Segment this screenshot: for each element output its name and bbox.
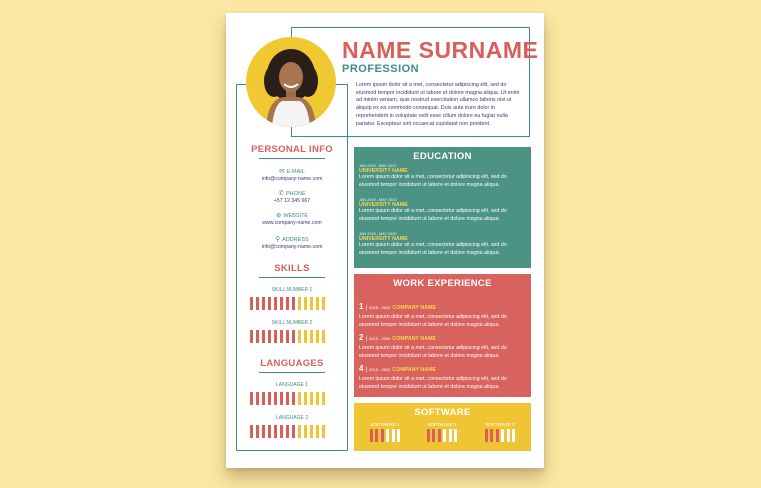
skill-label: SKILL NUMBER 1: [271, 287, 313, 293]
address-value: info@company-name.com: [261, 244, 323, 250]
rating-bar: [397, 429, 400, 442]
separator: |: [365, 367, 368, 373]
rating-bar: [286, 330, 289, 343]
rating-bar: [304, 392, 307, 405]
software-section: [354, 403, 531, 451]
languages-rule: [259, 372, 325, 373]
software-label: SOFTWARE 2: [427, 422, 457, 427]
rating-bar: [274, 425, 277, 438]
website-value: www.company-name.com: [262, 220, 322, 226]
company-name: COMPANY NAME: [392, 305, 437, 311]
rating-bar: [268, 297, 271, 310]
rating-bar: [256, 392, 259, 405]
rating-bar: [268, 330, 271, 343]
education-description: Lorem ipsum dolor sit a met, consectetur adipiscing elit, sed do eiusmod tempor incididunt ut labore et dolore magna aliqua.: [359, 242, 507, 256]
separator: |: [365, 305, 368, 311]
education-description: Lorem ipsum dolor sit a met, consectetur adipiscing elit, sed do eiusmod tempor incididunt ut labore et dolore magna aliqua.: [359, 174, 507, 188]
education-entry: [359, 198, 527, 223]
education-title: EDUCATION: [413, 151, 472, 162]
globe-icon: ⊕: [275, 212, 282, 219]
education-section: [354, 147, 531, 268]
rating-bar: [280, 297, 283, 310]
company-name: COMPANY NAME: [392, 367, 437, 373]
rating-bar: [316, 297, 319, 310]
work-entry: [359, 296, 527, 329]
personal-info-rule: [259, 158, 325, 159]
rating-bar: [286, 425, 289, 438]
rating-bar: [250, 330, 253, 343]
software-item: [418, 422, 466, 442]
rating-bar: [274, 330, 277, 343]
work-experience-section: [354, 274, 531, 397]
rating-bar: [322, 330, 325, 343]
rating-bar: [316, 425, 319, 438]
rating-bar: [322, 297, 325, 310]
education-date: JAN 2019 - MAY 2020: [359, 232, 397, 236]
rating-bar: [310, 297, 313, 310]
rating-bar: [292, 392, 295, 405]
rating-bar: [438, 429, 441, 442]
work-entry: [359, 358, 527, 391]
work-number: 1: [359, 302, 364, 311]
email-value: info@company-name.com: [261, 176, 323, 182]
rating-bar: [256, 425, 259, 438]
address-label: ADDRESS: [282, 237, 309, 243]
rating-bar: [432, 429, 435, 442]
work-description: Lorem ipsum dolor sit a met, consectetur adipiscing elit, sed do eiusmod tempor incididunt ut labore et dolore magna aliqua.: [359, 376, 507, 390]
rating-bar: [262, 425, 265, 438]
rating-bar: [298, 297, 301, 310]
email-label: E-MAIL: [286, 169, 305, 175]
rating-bar: [310, 392, 313, 405]
university-name: UNIVERSITY NAME: [359, 236, 408, 242]
location-pin-icon: ⚲: [275, 236, 281, 243]
rating-bar: [322, 425, 325, 438]
rating-bar: [322, 392, 325, 405]
rating-bar: [262, 330, 265, 343]
rating-bar: [280, 425, 283, 438]
education-entry: [359, 164, 527, 189]
rating-bar: [381, 429, 384, 442]
separator: |: [365, 336, 368, 342]
software-label: SOFTWARE 1: [370, 422, 400, 427]
rating-bar: [250, 425, 253, 438]
rating-bar: [501, 429, 504, 442]
rating-bar: [304, 425, 307, 438]
rating-bar: [507, 429, 510, 442]
work-description: Lorem ipsum dolor sit a met, consectetur adipiscing elit, sed do eiusmod tempor incididunt ut labore et dolore magna aliqua.: [359, 345, 507, 359]
envelope-icon: ✉: [279, 168, 285, 175]
work-date: 2019 - 2020: [369, 336, 391, 341]
rating-bar: [449, 429, 452, 442]
education-date: JAN 2019 - MAY 2020: [359, 164, 397, 168]
rating-bar: [250, 392, 253, 405]
rating-bar: [443, 429, 446, 442]
university-name: UNIVERSITY NAME: [359, 202, 408, 208]
rating-bar: [386, 429, 389, 442]
rating-bar: [298, 392, 301, 405]
software-3-bars: [476, 429, 524, 442]
rating-bar: [250, 297, 253, 310]
university-name: UNIVERSITY NAME: [359, 168, 408, 174]
education-date: JAN 2019 - MAY 2020: [359, 198, 397, 202]
skills-rule: [259, 277, 325, 278]
rating-bar: [262, 392, 265, 405]
rating-bar: [485, 429, 488, 442]
software-title: SOFTWARE: [414, 407, 471, 418]
rating-bar: [280, 392, 283, 405]
rating-bar: [286, 297, 289, 310]
work-number: 4: [359, 364, 364, 373]
languages-title: LANGUAGES: [260, 358, 324, 369]
rating-bar: [310, 425, 313, 438]
rating-bar: [310, 330, 313, 343]
work-description: Lorem ipsum dolor sit a met, consectetur adipiscing elit, sed do eiusmod tempor incididunt ut labore et dolore magna aliqua.: [359, 314, 507, 328]
rating-bar: [427, 429, 430, 442]
rating-bar: [292, 425, 295, 438]
rating-bar: [256, 330, 259, 343]
website-label: WEBSITE: [283, 213, 309, 219]
rating-bar: [496, 429, 499, 442]
work-entry: [359, 327, 527, 360]
rating-bar: [490, 429, 493, 442]
email-block: [240, 167, 344, 182]
education-description: Lorem ipsum dolor sit a met, consectetur adipiscing elit, sed do eiusmod tempor incididunt ut labore et dolore magna aliqua.: [359, 208, 507, 222]
profile-photo: [246, 37, 336, 127]
skill-2-bars: [250, 330, 325, 343]
rating-bar: [286, 392, 289, 405]
work-number: 2: [359, 333, 364, 342]
software-item: [476, 422, 524, 442]
rating-bar: [370, 429, 373, 442]
rating-bar: [392, 429, 395, 442]
rating-bar: [454, 429, 457, 442]
software-item: [361, 422, 409, 442]
software-label: SOFTWARE 3: [485, 422, 515, 427]
address-block: [240, 235, 344, 250]
rating-bar: [298, 330, 301, 343]
skill-1-bars: [250, 297, 325, 310]
profession-heading: PROFESSION: [342, 63, 420, 75]
rating-bar: [298, 425, 301, 438]
personal-info-title: PERSONAL INFO: [251, 144, 333, 155]
language-label: LANGUAGE 2: [276, 415, 308, 421]
rating-bar: [316, 330, 319, 343]
rating-bar: [280, 330, 283, 343]
rating-bar: [274, 392, 277, 405]
rating-bar: [316, 392, 319, 405]
work-date: 2019 - 2020: [369, 305, 391, 310]
phone-value: +57 12 345 667: [273, 198, 311, 204]
website-block: [240, 211, 344, 226]
phone-label: PHONE: [285, 191, 306, 197]
profile-summary: Lorem ipsum dolor sit a met, consectetur adipiscing elit, sed do eiusmod tempor incididunt ut labore et dolore magna aliqua. Ut enim ad minim veniam, quis nostrud exercitation ullamco laboris nisi ut aliquip ex ea commodo consequat. Duis aute irure dolor in reprehenderit in voluptate velit esse cillum dolore eu fugiat nulla pariatur. Excepteur sint occaecat cupidatat non proident.: [356, 82, 520, 127]
rating-bar: [292, 330, 295, 343]
rating-bar: [304, 330, 307, 343]
education-entry: [359, 232, 527, 257]
work-date: 2019 - 2020: [369, 367, 391, 372]
rating-bar: [268, 392, 271, 405]
phone-block: [240, 189, 344, 204]
language-label: LANGUAGE 1: [276, 382, 308, 388]
rating-bar: [268, 425, 271, 438]
phone-icon: ✆: [278, 190, 284, 197]
rating-bar: [274, 297, 277, 310]
skill-label: SKILL NUMBER 2: [271, 320, 313, 326]
language-1-bars: [250, 392, 325, 405]
rating-bar: [262, 297, 265, 310]
rating-bar: [304, 297, 307, 310]
work-experience-title: WORK EXPERIENCE: [393, 278, 492, 289]
skills-title: SKILLS: [274, 263, 310, 274]
company-name: COMPANY NAME: [392, 336, 437, 342]
software-1-bars: [361, 429, 409, 442]
software-2-bars: [418, 429, 466, 442]
rating-bar: [292, 297, 295, 310]
name-heading: NAME SURNAME: [342, 37, 539, 63]
rating-bar: [375, 429, 378, 442]
rating-bar: [256, 297, 259, 310]
rating-bar: [512, 429, 515, 442]
language-2-bars: [250, 425, 325, 438]
